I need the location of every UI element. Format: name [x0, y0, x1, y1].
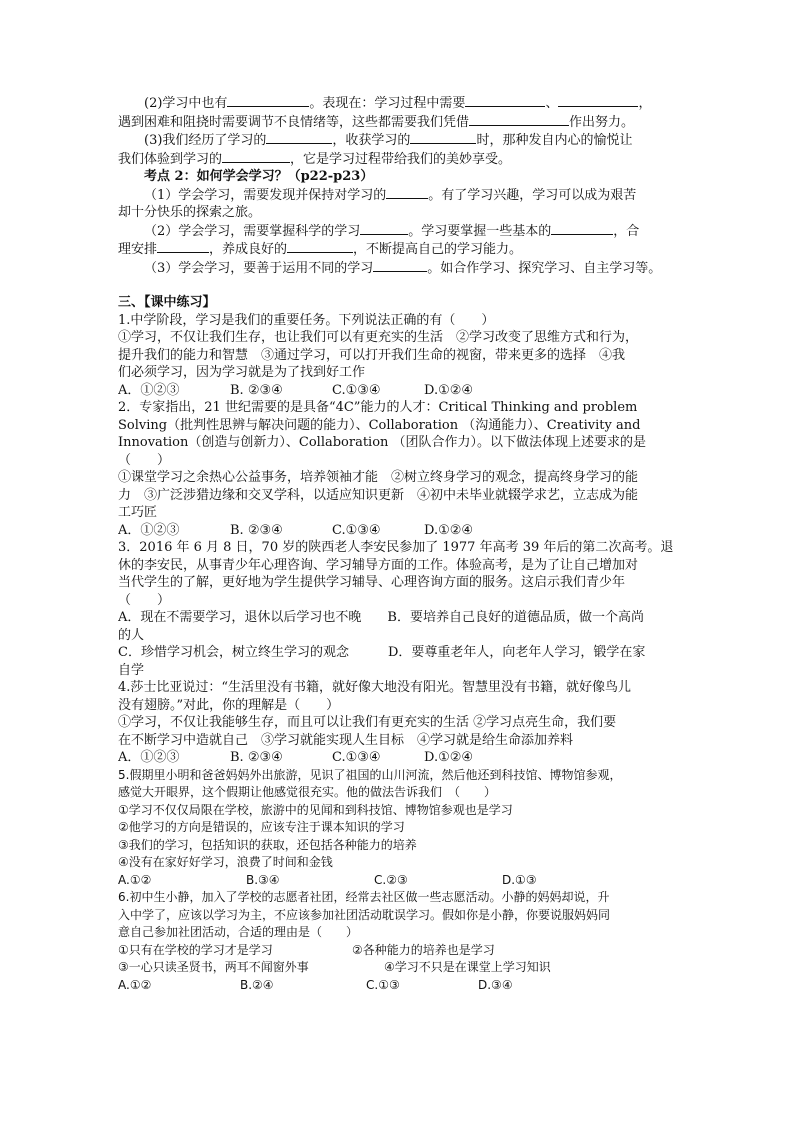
text-line: 没有翅膀。”对此，你的理解是（ ）	[118, 697, 340, 713]
text-line: 意自己参加社团活动，合适的理由是（ ）	[118, 925, 359, 939]
text: (2)学习中也有	[144, 96, 228, 111]
text-line: Solving（批判性思辨与解决问题的能力）、Collaboration （沟通能力）、Creativity and	[118, 417, 641, 433]
option-d[interactable]: D.①②④	[424, 522, 474, 538]
fill-blank[interactable]	[551, 222, 613, 235]
text: ，	[638, 96, 652, 111]
text-line: ④没有在家好好学习，浪费了时间和金钱	[118, 855, 333, 869]
option-a[interactable]: A．①②③	[118, 522, 180, 538]
option-a[interactable]: A．①②③	[118, 750, 180, 765]
section-title: 三、【课中练习】	[118, 295, 216, 310]
option-c[interactable]: C.②③	[374, 872, 408, 887]
question-stem: 1.中学阶段，学习是我们的重要任务。下列说法正确的有（ ）	[118, 312, 495, 328]
fill-blank[interactable]	[360, 222, 408, 235]
text: 。学习要掌握一些基本的	[408, 223, 552, 239]
option-c[interactable]: C.①③④	[332, 750, 381, 765]
statement-2: ②各种能力的培养也是学习	[352, 942, 495, 957]
question-stem: 5.假期里小明和爸爸妈妈外出旅游，见识了祖国的山川河流，然后他还到科技馆、博物馆参观，	[118, 767, 622, 782]
text-line: 提升我们的能力和智慧 ③通过学习，可以打开我们生命的视窗，带来更多的选择 ④我	[118, 347, 626, 363]
text-line	[118, 259, 678, 278]
text: （2）学会学习，需要掌握科学的学习	[144, 223, 361, 239]
option-c[interactable]: C.①③④	[332, 522, 381, 538]
text-line: 休的李安民，从事青少年心理咨询、学习辅导方面的工作。体验高考，是为了让自己增加对	[118, 557, 639, 573]
text-line: （ ）	[118, 452, 171, 468]
section-heading: 考点 2：如何学会学习？（p22-p23）	[144, 169, 374, 184]
text-line	[118, 942, 678, 960]
option-c[interactable]: C.①③	[366, 977, 400, 992]
text-line: 却十分快乐的探索之旅。	[118, 205, 262, 220]
answer-options	[118, 977, 678, 995]
text-line: ①学习，不仅让我们生存，也让我们可以有更充实的生活 ②学习改变了思维方式和行为，	[118, 330, 639, 345]
fill-blank[interactable]	[287, 240, 353, 253]
option-c[interactable]: C.①③④	[332, 382, 381, 398]
text: 。如合作学习、探究学习、自主学习等。	[427, 260, 662, 276]
statement-4: ④学习不只是在课堂上学习知识	[384, 960, 551, 974]
question-stem: 3．2016 年 6 月 8 日，70 岁的陕西老人李安民参加了 1977 年高考 39 年后的第二次高考。退	[118, 540, 674, 555]
answer-options	[118, 749, 678, 767]
worksheet	[118, 94, 678, 994]
text: 我们体验到学习的	[118, 151, 223, 167]
fill-blank[interactable]	[227, 94, 309, 107]
text: 理安排	[118, 242, 158, 257]
text-line: 当代学生的了解，更好地为学生提供学习辅导、心理咨询方面的服务。这启示我们青少年	[118, 575, 626, 590]
text-line	[118, 240, 678, 259]
text-line: 自学	[118, 662, 145, 678]
text: ，它是学习过程带给我们的美妙享受。	[290, 151, 512, 167]
text-line: Innovation（创造与创新力）、Collaboration （团队合作力）。以下做法体现上述要求的是	[118, 435, 647, 450]
statement-3: ③一心只读圣贤书，两耳不闻窗外事	[118, 960, 309, 974]
text-line: 工巧匠	[118, 505, 158, 520]
fill-blank[interactable]	[386, 186, 428, 199]
text-line: 的人	[118, 627, 145, 643]
text-line: ③我们的学习，包括知识的获取，还包括各种能力的培养	[118, 837, 417, 852]
text-line: （ ）	[118, 592, 171, 608]
text: ，不断提高自己的学习能力。	[353, 242, 523, 257]
option-d[interactable]: D.③④	[478, 977, 513, 992]
option-b[interactable]: B. ②③④	[230, 382, 283, 398]
answer-options	[118, 872, 678, 890]
answer-options	[118, 522, 678, 540]
fill-blank[interactable]	[558, 94, 638, 107]
text-line: 力 ③广泛涉猎边缘和交叉学科，以适应知识更新 ④初中未毕业就辍学求艺，立志成为能	[118, 487, 639, 503]
text-line: 们必须学习，因为学习就是为了找到好工作	[118, 365, 366, 380]
option-a[interactable]: A．①②③	[118, 382, 180, 398]
fill-blank[interactable]	[410, 131, 476, 144]
option-b[interactable]: B.③④	[246, 872, 280, 887]
option-b[interactable]: B.②④	[240, 977, 274, 992]
fill-blank[interactable]	[266, 131, 332, 144]
text: 。表现在：学习过程中需要	[309, 96, 466, 111]
text: （1）学会学习，需要发现并保持对学习的	[144, 187, 387, 203]
option-b[interactable]: B. ②③④	[230, 750, 283, 765]
option-d[interactable]: D.①③	[502, 872, 537, 887]
option-d[interactable]: D.①②④	[424, 750, 474, 765]
text-line: ①学习，不仅让我能够生存，而且可以让我们有更充实的生活 ②学习点亮生命，我们要	[118, 715, 617, 730]
option-line[interactable]: A．现在不需要学习，退休以后学习也不晚 B．要培养自己良好的道德品质，做一个高尚	[118, 610, 644, 625]
text: （3）学会学习，要善于运用不同的学习	[144, 260, 374, 276]
text-line	[118, 131, 678, 150]
text-line: ①学习不仅仅局限在学校，旅游中的见闻和到科技馆、博物馆参观也是学习	[118, 802, 513, 817]
text-line: 感觉大开眼界，这个假期让他感觉很充实。他的做法告诉我们 （ ）	[118, 785, 497, 799]
text: ，合	[613, 223, 640, 239]
text-line	[118, 94, 678, 113]
text-line: ①课堂学习之余热心公益事务，培养领袖才能 ②树立终身学习的观念，提高终身学习的能	[118, 470, 639, 485]
option-d[interactable]: D.①②④	[424, 382, 474, 398]
text: 作出努力。	[569, 114, 635, 130]
text-line	[118, 186, 678, 205]
question-stem: 4.莎士比亚说过：“生活里没有书籍，就好像大地没有阳光。智慧里没有书籍，就好像鸟儿	[118, 680, 632, 695]
fill-blank[interactable]	[157, 240, 209, 253]
text-line: 入中学了，应该以学习为主，不应该参加社团活动耽误学习。假如你是小静，你要说服妈妈同	[118, 907, 611, 922]
text-line: 在不断学习中造就自己 ③学习就能实现人生目标 ④学习就是给生命添加养料	[118, 732, 574, 748]
option-b[interactable]: B. ②③④	[230, 522, 283, 538]
text-line	[118, 222, 678, 241]
option-a[interactable]: A.①②	[118, 872, 152, 887]
text: 、	[545, 96, 559, 111]
text: 时，那种发自内心的愉悦让	[476, 133, 633, 148]
text-line	[118, 150, 678, 169]
text: ，养成良好的	[209, 242, 288, 257]
fill-blank[interactable]	[465, 94, 545, 107]
statement-1: ①只有在学校的学习才是学习	[118, 942, 273, 957]
text-line: ②他学习的方向是错误的，应该专注于课本知识的学习	[118, 820, 405, 834]
question-stem: 2．专家指出，21 世纪需要的是具备“4C”能力的人才：Critical Thinking and problem	[118, 400, 638, 415]
fill-blank[interactable]	[222, 150, 290, 163]
fill-blank[interactable]	[469, 113, 569, 126]
text: 遇到困难和阻挠时需要调节不良情绪等，这些都需要我们凭借	[118, 114, 470, 130]
answer-options	[118, 382, 678, 400]
question-stem: 6.初中生小静，加入了学校的志愿者社团，经常去社区做一些志愿活动。小静的妈妈却说，升	[118, 890, 610, 904]
text-line	[118, 959, 678, 977]
text: 。有了学习兴趣，学习可以成为艰苦	[428, 187, 637, 203]
option-line[interactable]: C．珍惜学习机会，树立终生学习的观念 D．要尊重老年人，向老年人学习，锻学在家	[118, 645, 646, 660]
text: ，收获学习的	[332, 133, 411, 148]
fill-blank[interactable]	[373, 259, 427, 272]
text: (3)我们经历了学习的	[144, 133, 267, 148]
text-line	[118, 113, 678, 132]
option-a[interactable]: A.①②	[118, 977, 152, 992]
